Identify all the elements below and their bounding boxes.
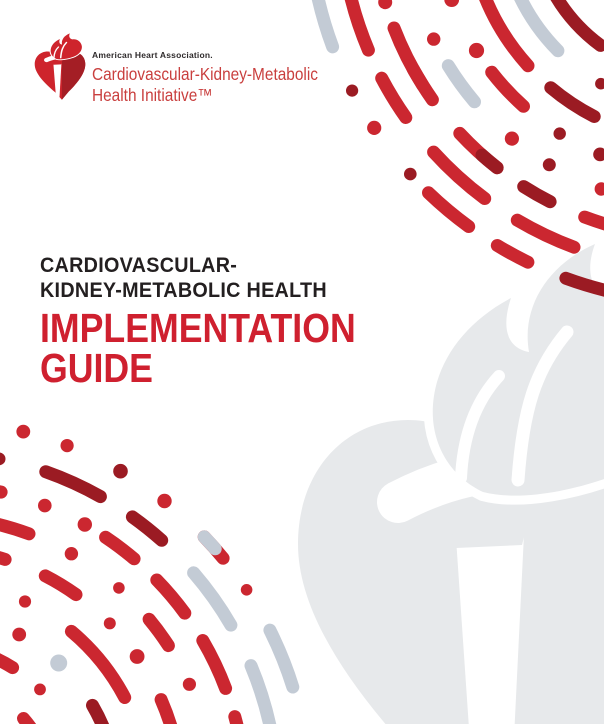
title-eyebrow-line1: CARDIOVASCULAR- (40, 253, 238, 277)
title-main-line1: IMPLEMENTATION (40, 305, 356, 351)
title-eyebrow (40, 253, 374, 303)
title-eyebrow-line2: KIDNEY-METABOLIC HEALTH (40, 278, 327, 302)
org-name: American Heart Association. (92, 50, 213, 60)
heart-torch-logo-icon (34, 33, 86, 101)
initiative-name-line2: Health Initiative™ (92, 85, 213, 105)
aha-logo-lockup (34, 33, 349, 106)
brand-text (92, 50, 349, 106)
initiative-name-line1: Cardiovascular-Kidney-Metabolic (92, 64, 318, 84)
initiative-name (92, 64, 318, 106)
title-main-line2: GUIDE (40, 345, 153, 391)
cover-title (40, 253, 403, 391)
title-main (40, 305, 356, 391)
